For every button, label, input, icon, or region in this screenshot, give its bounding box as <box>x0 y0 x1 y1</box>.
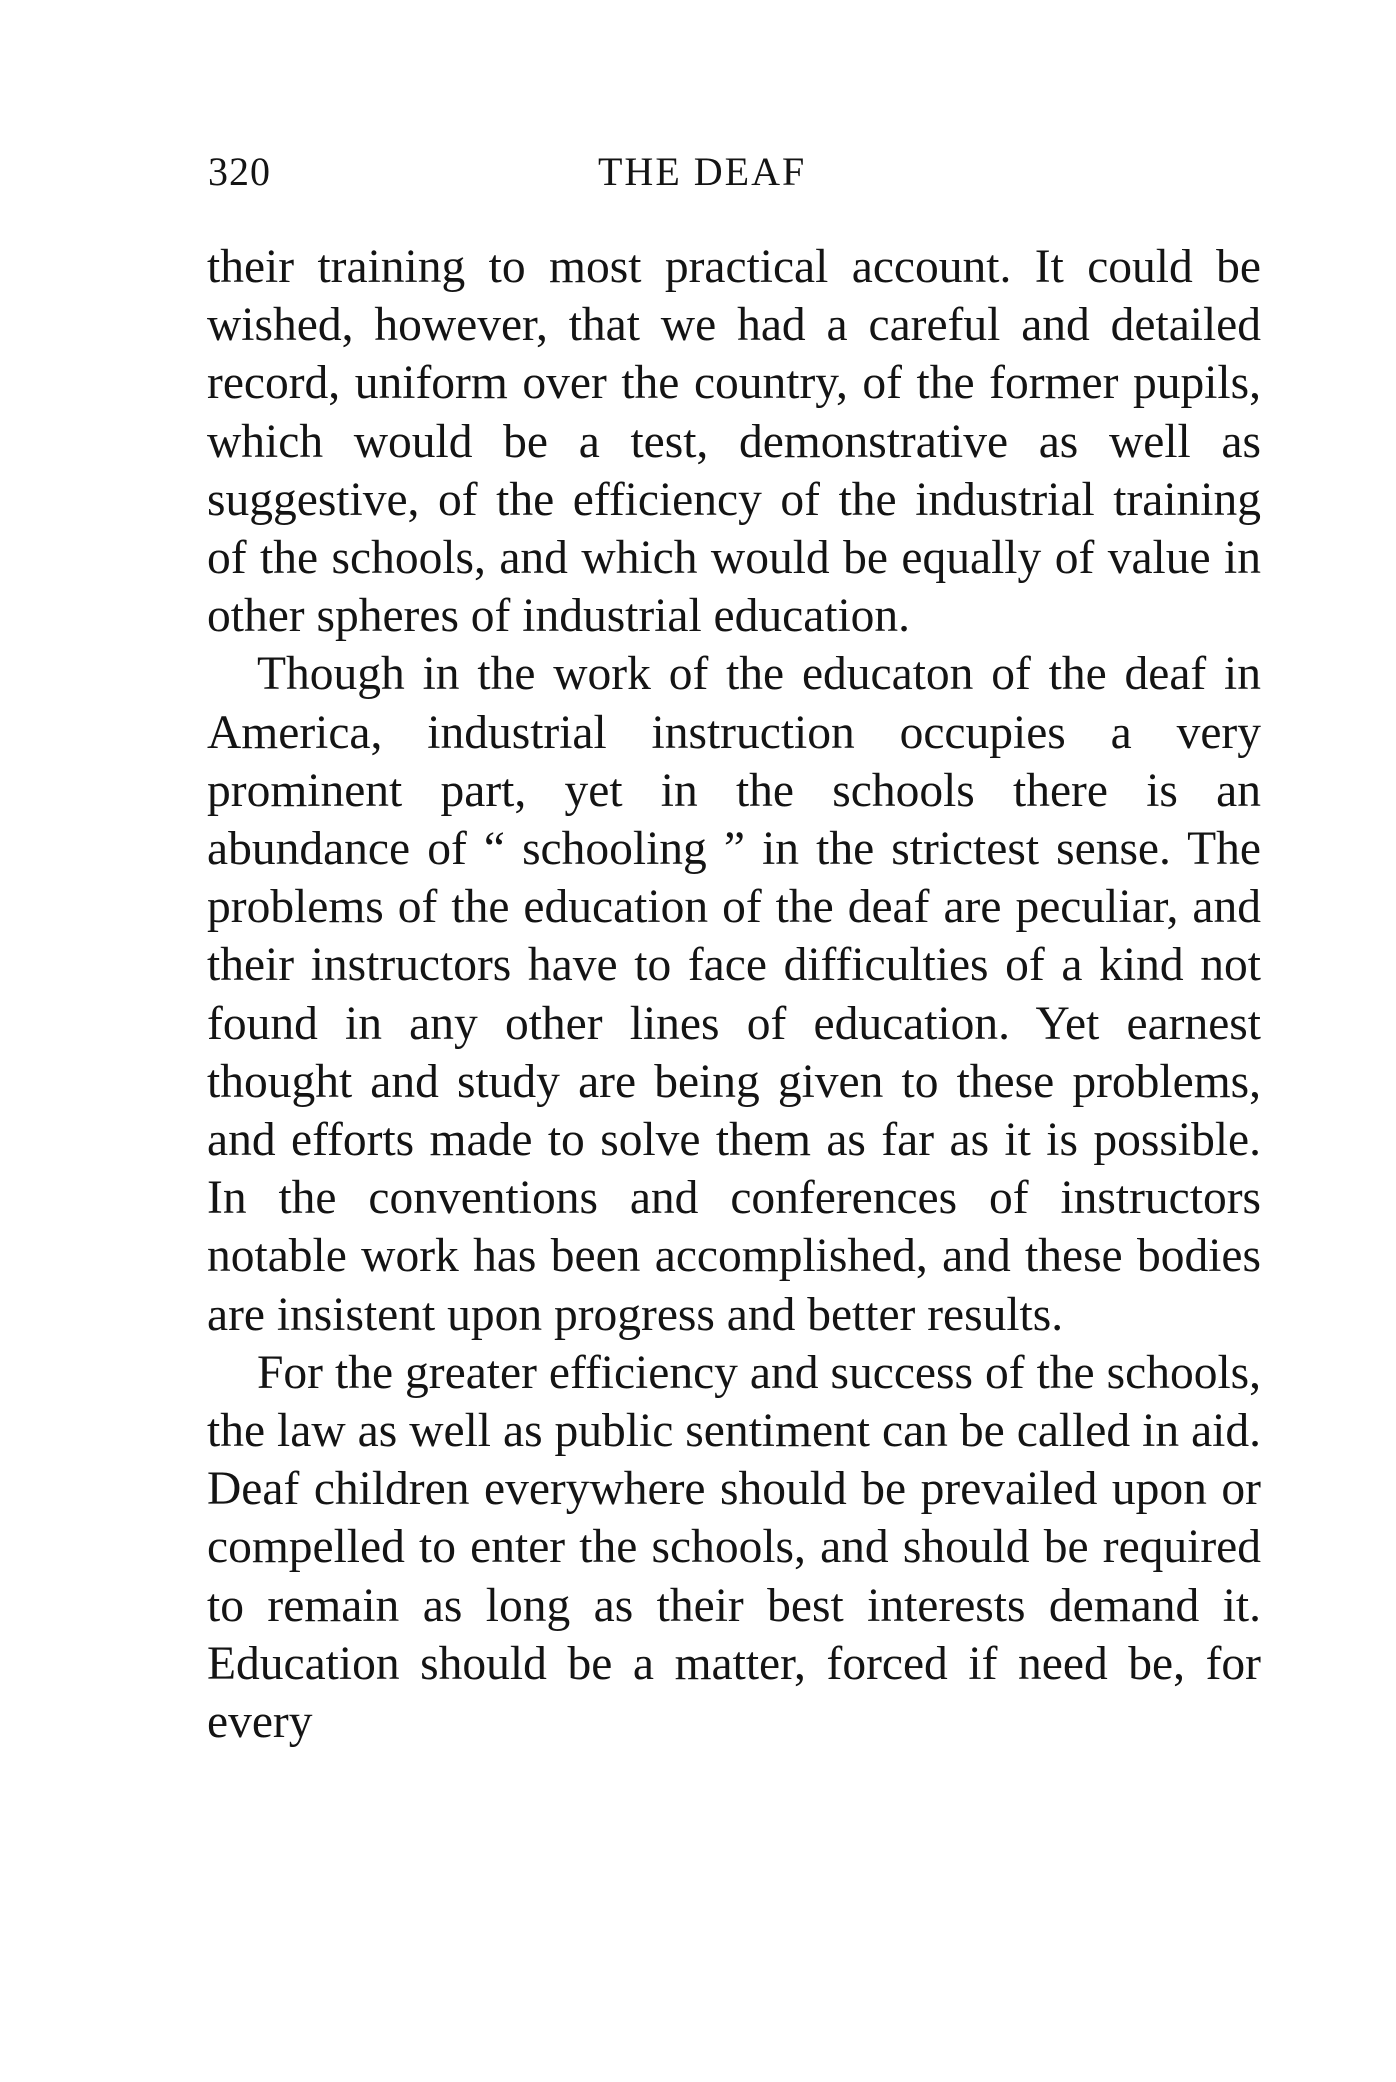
paragraph-1: their training to most practical account. It could be wished, however, that we had a careful and detailed record, uniform over the country, of the former pupils, which would be a test, demonstrative as well as suggestive, of the efficiency of the industrial training of the schools, and which would be equally of value in other spheres of industrial education. <box>207 241 1261 643</box>
running-head: THE DEAF <box>598 149 807 194</box>
page-header <box>208 148 1260 208</box>
body-text <box>207 238 1261 1751</box>
paragraph-3: For the greater efficiency and success of the schools, the law as well as public sentiment can be called in aid. Deaf children everywhere should be prevailed upon or compelled to enter the schools, and should be required to remain as long as their best interests demand it. Education should be a matter, forced if need be, for every <box>207 1346 1261 1749</box>
page-number: 320 <box>208 149 271 194</box>
paragraph-2: Though in the work of the educaton of the deaf in America, industrial instruction occupies a very prominent part, yet in the schools there is an abundance of “ schooling ” in the strictest sense. The problems of the education of the deaf are peculiar, and their instructors have to face difficulties of a kind not found in any other lines of education. Yet earnest thought and study are being given to these problems, and efforts made to solve them as far as it is possible. In the conventions and conferences of instructors notable work has been accomplished, and these bodies are insistent upon progress and better results. <box>207 648 1261 1341</box>
